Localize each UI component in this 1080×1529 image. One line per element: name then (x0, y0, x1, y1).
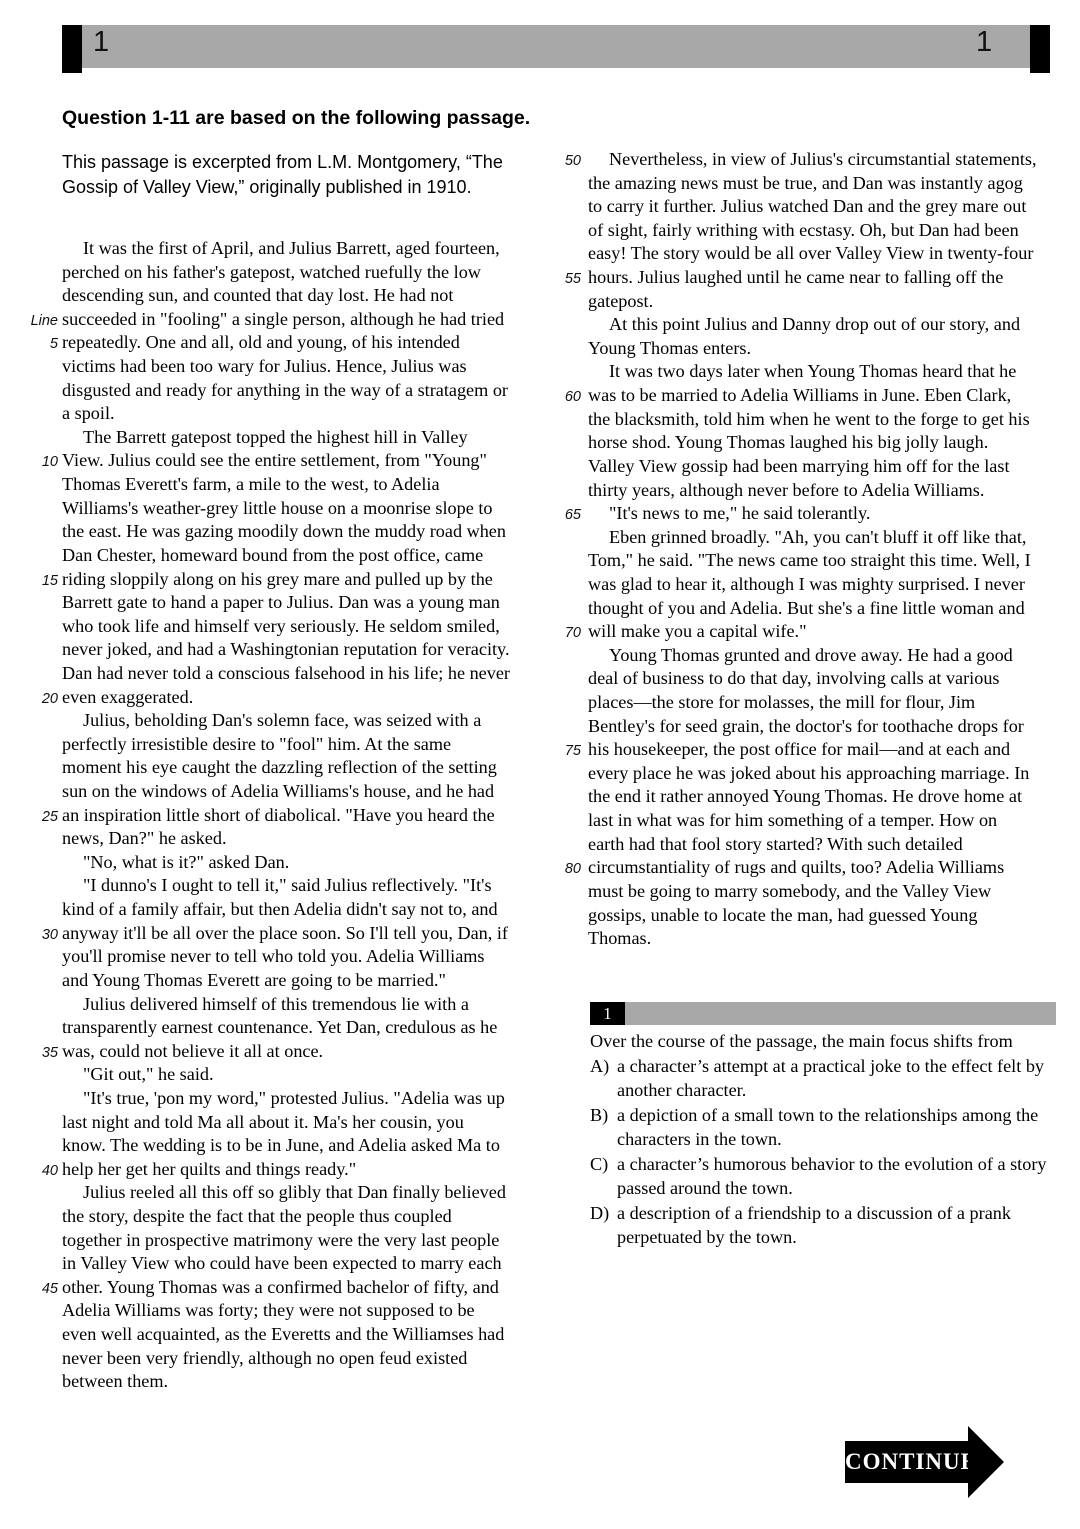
passage-line (549, 810, 1080, 834)
passage-line (549, 267, 1080, 291)
passage-line (30, 1300, 564, 1324)
passage-line (30, 238, 564, 262)
line-number: 10 (41, 454, 58, 471)
passage-line (30, 852, 564, 876)
continue-arrow-icon (968, 1426, 1004, 1498)
passage-text: in Valley View who could have been expected to marry each (62, 1253, 502, 1274)
passage-text: circumstantiality of rugs and quilts, too? Adelia Williams (588, 857, 1005, 878)
passage-text: Eben grinned broadly. "Ah, you can't bluff it off like that, (609, 526, 1027, 547)
passage-text: news, Dan?" he asked. (62, 828, 227, 849)
line-number: 30 (41, 926, 58, 943)
passage-text: Adelia Williams was forty; they were not supposed to be (62, 1300, 475, 1321)
passage-text: the blacksmith, told him when he went to the forge to get his (588, 408, 1030, 429)
passage-text: thirty years, although never before to Adelia Williams. (588, 479, 985, 500)
passage-text: moment his eye caught the dazzling reflection of the setting (62, 757, 497, 778)
passage-line (549, 857, 1080, 881)
passage-text: the story, despite the fact that the people thus coupled (62, 1205, 452, 1226)
passage-text: succeeded in "fooling" a single person, although he had tried (62, 308, 505, 329)
passage-text: was glad to hear it, although I was mighty surprised. I never (588, 573, 1025, 594)
passage-text: and Young Thomas Everett are going to be married." (62, 969, 446, 990)
section-number-right: 1 (976, 26, 993, 58)
choice-text: a character’s humorous behavior to the evolution of a story passed around the town. (617, 1153, 1047, 1198)
passage-lines-right (549, 149, 1080, 952)
passage-text: disgusted and ready for anything in the way of a stratagem or (62, 379, 508, 400)
passage-line (30, 1064, 564, 1088)
passage-line (30, 1277, 564, 1301)
passage-line (30, 521, 564, 545)
passage-line (549, 645, 1080, 669)
passage-line (30, 1371, 564, 1395)
passage-text: gossips, unable to locate the man, had guessed Young (588, 904, 978, 925)
answer-choice-b[interactable] (590, 1103, 1056, 1152)
passage-line (549, 385, 1080, 409)
choice-letter: B) (590, 1104, 609, 1125)
passage-text: riding sloppily along on his grey mare and pulled up by the (62, 568, 493, 589)
continue-button[interactable] (845, 1441, 977, 1483)
passage-line (30, 1017, 564, 1041)
answer-choice-d[interactable] (590, 1201, 1056, 1250)
passage-text: perfectly irresistible desire to "fool" him. At the same (62, 733, 452, 754)
passage-line (30, 262, 564, 286)
choice-text: a description of a friendship to a discussion of a prank perpetuated by the town. (617, 1202, 1011, 1247)
section-number-left: 1 (93, 26, 110, 58)
passage-line (549, 173, 1080, 197)
choice-letter: A) (590, 1055, 610, 1076)
passage-text: help her get her quilts and things ready." (62, 1158, 357, 1179)
passage-directions: Question 1-11 are based on the following passage. (62, 107, 531, 129)
passage-line (549, 503, 1080, 527)
passage-text: Barrett gate to hand a paper to Julius. Dan was a young man (62, 592, 500, 613)
passage-line (30, 545, 564, 569)
line-number: 5 (49, 336, 58, 353)
passage-text: transparently earnest countenance. Yet Dan, credulous as he (62, 1017, 498, 1038)
passage-line (549, 905, 1080, 929)
line-number: 40 (41, 1162, 58, 1179)
line-number: 70 (564, 625, 581, 642)
passage-line (549, 621, 1080, 645)
passage-text: perched on his father's gatepost, watched ruefully the low (62, 261, 481, 282)
passage-line (30, 781, 564, 805)
passage-line (549, 409, 1080, 433)
passage-line (30, 309, 564, 333)
line-number: 80 (564, 861, 581, 878)
passage-line (549, 928, 1080, 952)
passage-line (30, 1112, 564, 1136)
passage-line (549, 739, 1080, 763)
question-1 (590, 1002, 1056, 1250)
passage-text: "No, what is it?" asked Dan. (83, 851, 290, 872)
passage-line (30, 450, 564, 474)
passage-text: last night and told Ma all about it. Ma's her cousin, you (62, 1111, 464, 1132)
line-number: 75 (564, 743, 581, 760)
passage-line (549, 361, 1080, 385)
passage-line (30, 332, 564, 356)
passage-line (30, 1206, 564, 1230)
passage-line (30, 994, 564, 1018)
passage-text: Thomas. (588, 928, 652, 949)
passage-text: Julius reeled all this off so glibly that Dan finally believed (83, 1182, 506, 1203)
passage-line (30, 1159, 564, 1183)
passage-line (549, 834, 1080, 858)
passage-line (549, 220, 1080, 244)
header-left-black-block (62, 25, 82, 73)
passage-line (30, 899, 564, 923)
passage-text: hours. Julius laughed until he came near to falling off the (588, 267, 1004, 288)
passage-line (30, 946, 564, 970)
passage-line (549, 314, 1080, 338)
passage-text: easy! The story would be all over Valley View in twenty-four (588, 243, 1034, 264)
passage-source-note: This passage is excerpted from L.M. Montgomery, “The Gossip of Valley View,” originally published in 1910. (62, 152, 503, 197)
passage-line (30, 687, 564, 711)
passage-text: The Barrett gatepost topped the highest hill in Valley (83, 426, 468, 447)
passage-lines-left (30, 238, 564, 1395)
passage-line (549, 338, 1080, 362)
passage-text: an inspiration little short of diabolical. "Have you heard the (62, 804, 495, 825)
passage-text: was to be married to Adelia Williams in June. Eben Clark, (588, 385, 1012, 406)
passage-text: together in prospective matrimony were the very last people (62, 1229, 500, 1250)
passage-text: Valley View gossip had been marrying him off for the last (588, 455, 1010, 476)
passage-text: Nevertheless, in view of Julius's circumstantial statements, (609, 149, 1037, 169)
passage-column-left (30, 107, 564, 1395)
passage-line (30, 1088, 564, 1112)
passage-text: was, could not believe it all at once. (62, 1040, 324, 1061)
passage-line (549, 456, 1080, 480)
passage-column-right (549, 110, 1080, 952)
passage-line (30, 639, 564, 663)
passage-text: the amazing news must be true, and Dan was instantly agog (588, 172, 1023, 193)
passage-line (30, 828, 564, 852)
passage-line (30, 875, 564, 899)
passage-text: deal of business to do that day, involving calls at various (588, 668, 1000, 689)
passage-line (549, 598, 1080, 622)
passage-line (549, 527, 1080, 551)
section-header-bar (62, 25, 1050, 68)
passage-text: places—the store for molasses, the mill for flour, Jim (588, 692, 976, 713)
question-header-bar (625, 1002, 1056, 1025)
line-number: 50 (564, 153, 581, 169)
line-number: 15 (41, 572, 58, 589)
passage-line (30, 403, 564, 427)
passage-line (30, 616, 564, 640)
passage-line (549, 196, 1080, 220)
passage-text: you'll promise never to tell who told you. Adelia Williams (62, 946, 485, 967)
passage-line (30, 757, 564, 781)
line-number: 55 (564, 271, 581, 288)
passage-text: Thomas Everett's farm, a mile to the west, to Adelia (62, 474, 440, 495)
passage-text: Williams's weather-grey little house on a moonrise slope to (62, 497, 493, 518)
passage-text: It was the first of April, and Julius Barrett, aged fourteen, (83, 238, 500, 258)
passage-text: never been very friendly, although no open feud existed (62, 1347, 468, 1368)
passage-line (549, 291, 1080, 315)
passage-text: Young Thomas grunted and drove away. He had a good (609, 644, 1013, 665)
passage-line (549, 763, 1080, 787)
passage-text: gatepost. (588, 290, 654, 311)
line-number: 20 (41, 690, 58, 707)
passage-line (30, 569, 564, 593)
passage-text: "Git out," he said. (83, 1064, 214, 1085)
passage-text: It was two days later when Young Thomas heard that he (609, 361, 1017, 382)
passage-line (549, 149, 1080, 173)
passage-line (30, 592, 564, 616)
choice-text: a depiction of a small town to the relationships among the characters in the town. (617, 1104, 1039, 1149)
passage-text: Julius delivered himself of this tremendous lie with a (83, 993, 469, 1014)
passage-line (549, 668, 1080, 692)
passage-line (549, 786, 1080, 810)
passage-text: earth had that fool story started? With such detailed (588, 833, 963, 854)
passage-text: even exaggerated. (62, 686, 194, 707)
passage-line (30, 734, 564, 758)
choice-letter: C) (590, 1153, 609, 1174)
passage-line (30, 1348, 564, 1372)
passage-line (549, 480, 1080, 504)
passage-line (30, 1182, 564, 1206)
passage-line (30, 710, 564, 734)
passage-text: the end it rather annoyed Young Thomas. He drove home at (588, 786, 1023, 807)
passage-line (30, 1324, 564, 1348)
passage-text: between them. (62, 1371, 169, 1392)
passage-text: will make you a capital wife." (588, 621, 807, 642)
answer-choice-c[interactable] (590, 1152, 1056, 1201)
question-number: 1 (590, 1002, 625, 1025)
passage-text: Bentley's for seed grain, the doctor's for toothache drops for (588, 715, 1024, 736)
passage-line (30, 427, 564, 451)
question-stem: Over the course of the passage, the main focus shifts from (590, 1031, 1013, 1051)
passage-text: never joked, and had a Washingtonian reputation for veracity. (62, 639, 510, 660)
line-number: Line (30, 312, 58, 329)
passage-text: Tom," he said. "The news came too straight this time. Well, I (588, 550, 1031, 571)
passage-line (30, 1253, 564, 1277)
passage-text: descending sun, and counted that day lost. He had not (62, 285, 454, 306)
passage-line (549, 574, 1080, 598)
passage-line (549, 716, 1080, 740)
passage-text: sun on the windows of Adelia Williams's house, and he had (62, 781, 495, 802)
line-number: 65 (564, 507, 581, 524)
line-number: 25 (41, 808, 58, 825)
passage-line (30, 663, 564, 687)
passage-line (30, 923, 564, 947)
passage-text: "I dunno's I ought to tell it," said Julius reflectively. "It's (83, 875, 492, 896)
passage-text: the east. He was gazing moodily down the muddy road when (62, 521, 506, 542)
continue-label: CONTINUE (845, 1449, 977, 1474)
passage-text: Julius, beholding Dan's solemn face, was seized with a (83, 710, 482, 731)
passage-text: kind of a family affair, but then Adelia didn't say not to, and (62, 899, 498, 920)
passage-text: victims had been too wary for Julius. Hence, Julius was (62, 356, 467, 377)
passage-text: must be going to marry somebody, and the Valley View (588, 880, 992, 901)
passage-line (30, 1041, 564, 1065)
passage-line (549, 432, 1080, 456)
passage-line (549, 881, 1080, 905)
passage-text: his housekeeper, the post office for mail—and at each and (588, 739, 1011, 760)
answer-choice-a[interactable] (590, 1054, 1056, 1103)
passage-line (30, 474, 564, 498)
passage-line (30, 380, 564, 404)
passage-text: thought of you and Adelia. But she's a fine little woman and (588, 597, 1025, 618)
answer-choices (590, 1054, 1056, 1250)
passage-line (549, 550, 1080, 574)
passage-text: "It's news to me," he said tolerantly. (609, 503, 871, 524)
passage-line (30, 970, 564, 994)
passage-text: a spoil. (62, 403, 115, 424)
passage-line (30, 285, 564, 309)
passage-text: "It's true, 'pon my word," protested Julius. "Adelia was up (83, 1087, 505, 1108)
passage-text: anyway it'll be all over the place soon. So I'll tell you, Dan, if (62, 922, 508, 943)
passage-text: Young Thomas enters. (588, 337, 752, 358)
passage-line (549, 243, 1080, 267)
line-number: 45 (41, 1280, 58, 1297)
passage-line (30, 1135, 564, 1159)
passage-text: of sight, fairly writhing with ecstasy. Oh, but Dan had been (588, 219, 1019, 240)
passage-text: know. The wedding is to be in June, and Adelia asked Ma to (62, 1135, 500, 1156)
passage-line (30, 805, 564, 829)
passage-line (30, 498, 564, 522)
passage-text: Dan had never told a conscious falsehood in his life; he never (62, 662, 510, 683)
passage-text: even well acquainted, as the Everetts and the Williamses had (62, 1324, 505, 1345)
line-number: 35 (41, 1044, 58, 1061)
header-right-black-block (1030, 25, 1050, 73)
passage-text: who took life and himself very seriously. He seldom smiled, (62, 615, 500, 636)
passage-text: horse shod. Young Thomas laughed his big jolly laugh. (588, 432, 989, 453)
choice-letter: D) (590, 1202, 610, 1223)
line-number: 60 (564, 389, 581, 406)
passage-line (549, 692, 1080, 716)
passage-text: other. Young Thomas was a confirmed bachelor of fifty, and (62, 1276, 499, 1297)
passage-text: At this point Julius and Danny drop out of our story, and (609, 314, 1021, 335)
passage-text: View. Julius could see the entire settlement, from "Young" (62, 450, 487, 471)
passage-line (30, 1230, 564, 1254)
question-header (590, 1002, 1056, 1025)
passage-text: repeatedly. One and all, old and young, of his intended (62, 332, 460, 353)
passage-line (30, 356, 564, 380)
passage-text: last in what was for him something of a temper. How on (588, 810, 998, 831)
choice-text: a character’s attempt at a practical joke to the effect felt by another character. (617, 1055, 1045, 1100)
passage-text: to carry it further. Julius watched Dan and the grey mare out (588, 196, 1027, 217)
passage-text: every place he was joked about his approaching marriage. In (588, 762, 1030, 783)
passage-text: Dan Chester, homeward bound from the post office, came (62, 544, 484, 565)
